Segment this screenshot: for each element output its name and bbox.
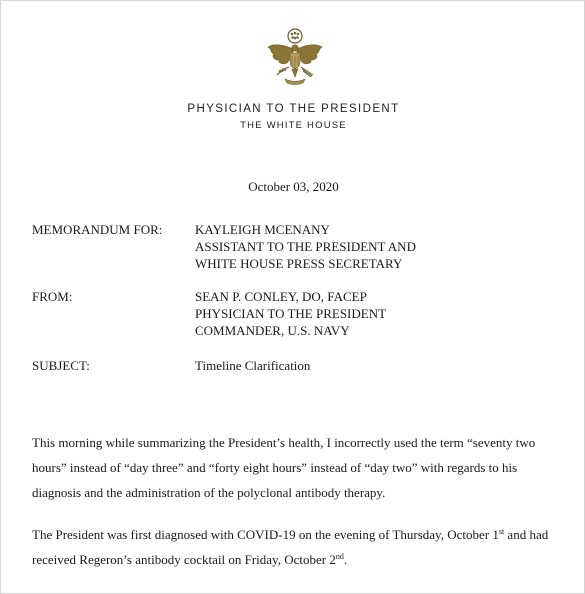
body-paragraph-2-part-c: . (343, 552, 348, 567)
body-paragraph-2-part-b: and had received Regeron’s antibody cocktail on Friday, October 2 (32, 527, 549, 567)
memo-subject-value: Timeline Clarification (195, 358, 311, 373)
sender-name: SEAN P. CONLEY, DO, FACEP (195, 289, 367, 304)
office-title: PHYSICIAN TO THE PRESIDENT (187, 103, 400, 115)
eagle-seal-icon (263, 27, 327, 89)
recipient-name: KAYLEIGH MCENANY (195, 222, 330, 237)
memo-date: October 03, 2020 (248, 179, 339, 194)
sender-title-1: PHYSICIAN TO THE PRESIDENT (195, 306, 387, 321)
ordinal-suffix-2: nd (335, 552, 344, 561)
memo-for-value (195, 221, 575, 272)
body-paragraph-2-part-a: The President was first diagnosed with COVID-19 on the evening of Thursday, October 1 (32, 527, 499, 542)
ordinal-suffix-1: st (498, 527, 505, 536)
body-paragraph-1: This morning while summarizing the President’s health, I incorrectly used the term “seventy two hours” instead of “day three” and “forty eight hours” instead of “day two” with regards to his diagnosis and the administration of the polyclonal antibody therapy. (32, 435, 536, 500)
memo-from-label: FROM: (32, 289, 73, 304)
sender-title-2: COMMANDER, U.S. NAVY (195, 323, 350, 338)
memo-for-label: MEMORANDUM FOR: (32, 222, 163, 237)
memo-from-value (195, 288, 575, 339)
recipient-title-1: ASSISTANT TO THE PRESIDENT AND (195, 239, 416, 254)
body-paragraph-2 (32, 522, 562, 572)
office-subtitle: THE WHITE HOUSE (240, 120, 347, 131)
memo-subject-label: SUBJECT: (32, 358, 90, 373)
recipient-title-2: WHITE HOUSE PRESS SECRETARY (195, 256, 403, 271)
